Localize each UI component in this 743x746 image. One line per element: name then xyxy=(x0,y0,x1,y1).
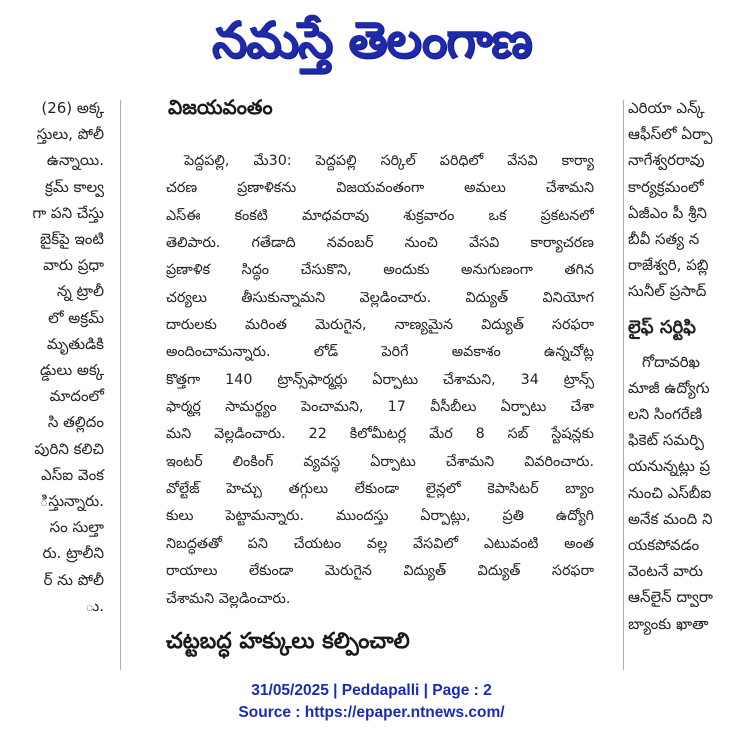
article-line: (26) అక్క xyxy=(41,99,104,117)
article-line: మాజీ ఉద్యోగు xyxy=(628,378,710,397)
article-line: తెలిపారు. గతేడాది నవంబర్ నుంచి వేసవి కార్యాచరణ xyxy=(166,235,594,252)
article-line: యనున్నట్లు ప్ర xyxy=(628,457,711,476)
article-line: చేశామని వెల్లడించారు. xyxy=(166,590,291,607)
article-line: న్న ట్రాలీ xyxy=(56,282,104,301)
article-line: ఏజీఎం పీ శ్రీని xyxy=(628,203,707,222)
article-line: ప్రణాళిక సిద్ధం చేసుకొని, అందుకు అనుగుణంగా తగిన xyxy=(166,262,594,279)
article-line: డ్డులు అక్క xyxy=(40,361,104,380)
article-line: ు. xyxy=(85,596,104,615)
article-line: వోల్టేజ్ హెచ్చు తగ్గులు లేకుండా లైన్లలో కెపాసిటర్ బ్యాం xyxy=(166,481,594,498)
article-line: ఎస్ఈ కంకటి మాధవరావు శుక్రవారం ఒక ప్రకటనలో xyxy=(166,207,594,224)
article-heading: విజయవంతం xyxy=(168,95,273,119)
article-line: బైక్‌పై ఇంటి xyxy=(39,230,104,249)
article-line: సి తల్లిదం xyxy=(47,413,104,432)
article-line: నుంచి ఎస్‌బీఐ xyxy=(628,483,712,502)
article-line: నాగేశ్వరరావు xyxy=(628,151,705,170)
article-line: సం సుల్తా xyxy=(49,518,104,537)
article-line: ఎస్ఐ వెంక xyxy=(41,465,104,484)
article-line: కార్యక్రమంలో xyxy=(628,177,704,196)
right-article-heading: లైఫ్ సర్టిఫి xyxy=(628,316,696,338)
article-line: చరణ ప్రణాళికను విజయవంతంగా అమలు చేశామని xyxy=(166,180,594,197)
masthead xyxy=(0,0,743,80)
right-article-column xyxy=(628,95,743,637)
article-line: బ్యాంకు ఖాతా xyxy=(628,614,709,633)
article-line: కులు పెట్టామన్నారు. ముందస్తు ఏర్పాట్లు, ప్రతి ఉద్యోగి xyxy=(166,508,594,525)
edition-info: 31/05/2025 | Peddapalli | Page : 2 xyxy=(251,682,492,699)
article-line: రాజేశ్వరి, పబ్లి xyxy=(628,256,709,275)
article-line: స్తులు, పోలీ xyxy=(36,125,104,144)
article-line: లని సింగరేణి xyxy=(628,405,703,424)
article-line: గా పని చేస్తు xyxy=(32,203,104,222)
article-line: లో అక్రమ్ xyxy=(48,308,104,327)
article-line: అందించామన్నారు. లోడ్ పెరిగే అవకాశం ఉన్నచోట్ల xyxy=(166,344,594,361)
article-line: యకపోవడం xyxy=(628,536,700,555)
column-divider-left xyxy=(120,100,121,670)
left-article-column xyxy=(0,95,108,619)
article-line: నిబద్ధతతో పని చేయటం వల్ల వేసవిలో ఎటువంటి అంత xyxy=(166,535,594,552)
article-line: ిస్తున్నారు. xyxy=(39,492,104,511)
article-line: వారు ప్రధా xyxy=(43,256,104,275)
article-line: మృతుడికి xyxy=(46,334,104,353)
article-line: దారులకు మరింత మెరుగైన, నాణ్యమైన విద్యుత్ సరఫరా xyxy=(166,317,594,334)
article-line: వెంటనే వారు xyxy=(628,562,703,581)
source-link[interactable]: Source : https://epaper.ntnews.com/ xyxy=(238,704,505,721)
article-line: పురిని కలిచి xyxy=(34,439,104,458)
article-subheading: చట్టబద్ధ హక్కులు కల్పించాలి xyxy=(166,628,410,654)
article-line: సునీల్ ప్రసాద్ xyxy=(628,282,707,301)
article-line: బీవీ సత్య న xyxy=(628,230,700,249)
main-article xyxy=(166,92,594,659)
column-divider-right xyxy=(623,100,624,670)
article-line: అనేక మంది ని xyxy=(628,509,713,528)
article-line: పెద్దపల్లి, మే30: పెద్దపల్లి సర్కిల్ పరిధిలో వేసవి కార్యా xyxy=(184,153,594,169)
article-line: ఉన్నాయి. xyxy=(46,151,104,170)
article-line: రాయాలు లేకుండా మెరుగైన విద్యుత్ విద్యుత్ సరఫరా xyxy=(166,563,594,580)
article-line: ర్ ను పోలీ xyxy=(43,570,104,589)
article-line: ఆఫీస్‌లో ఏర్పా xyxy=(628,125,713,144)
article-line: ఇంటర్ లింకింగ్ వ్యవస్థ ఏర్పాటు చేశామని వివరించారు. xyxy=(166,453,594,470)
article-line: ఫార్మర్ల సామర్థ్యం పెంచామని, 17 వీసీబీలు ఏర్పాటు చేశా xyxy=(166,399,594,416)
article-line: కొత్తగా 140 ట్రాన్స్‌ఫార్మర్లు ఏర్పాటు చేశామని, 34 ట్రాన్స్ xyxy=(166,371,594,388)
article-line: క్రమ్ కాల్వ xyxy=(45,177,104,196)
article-body xyxy=(166,148,594,613)
article-line: మని వెల్లడించారు. 22 కిలోమీటర్ల మేర 8 సబ్ స్టేషన్లకు xyxy=(166,426,594,443)
article-line: ఫికెట్ సమర్పి xyxy=(628,431,704,450)
article-line: రు. ట్రాలీని xyxy=(42,544,104,563)
article-line: చర్యలు తీసుకున్నామని వెల్లడించారు. విద్యుత్ వినియోగ xyxy=(166,289,594,306)
article-line: మాదంలో xyxy=(49,387,104,406)
newspaper-logo: నమస్తే తెలంగాణ xyxy=(211,11,532,69)
article-line: గోదావరిఖ xyxy=(642,352,700,371)
page-footer xyxy=(0,680,743,724)
article-line: ఎరియా ఎన్క్ xyxy=(628,99,705,117)
article-line: ఆన్‌లైన్ ద్వారా xyxy=(628,588,713,607)
